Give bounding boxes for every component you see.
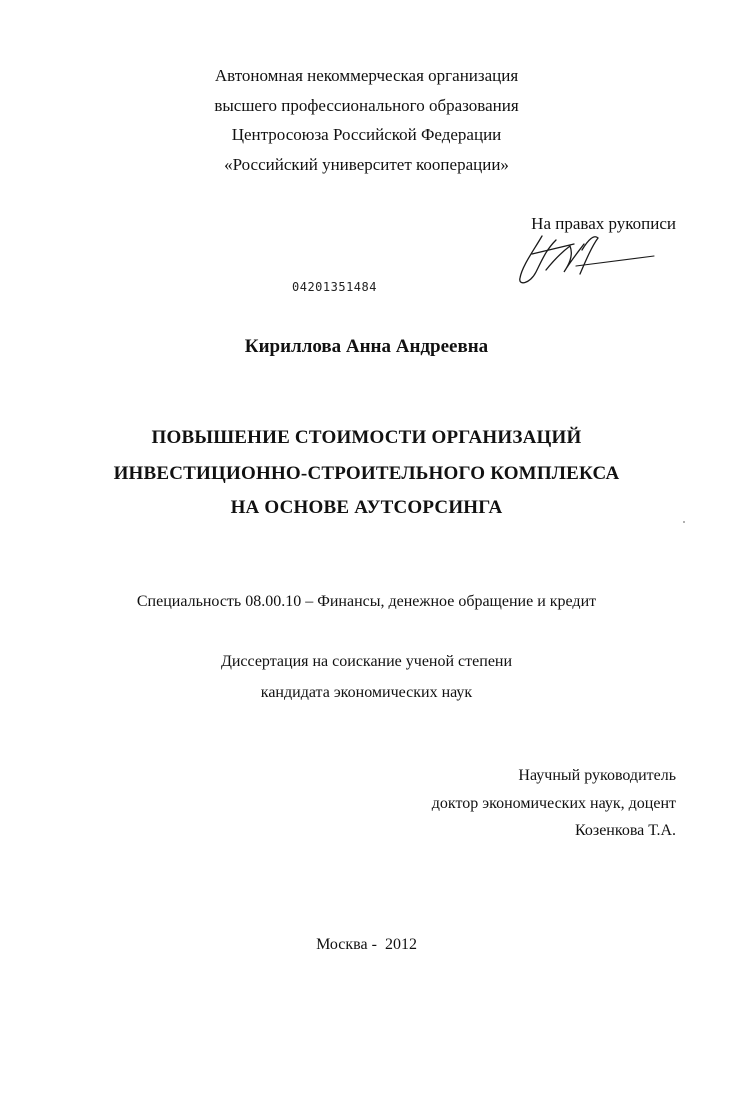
catalog-code: 04201351484	[292, 280, 377, 294]
author-name: Кириллова Анна Андреевна	[244, 336, 489, 357]
dissertation-line-1: Диссертация на соискание ученой степени	[220, 653, 513, 670]
title-line-3: НА ОСНОВЕ АУТСОРСИНГА	[230, 497, 503, 518]
title-line-2: ИНВЕСТИЦИОННО-СТРОИТЕЛЬНОГО КОМПЛЕКСА	[113, 463, 620, 484]
organization-line-3: Центросоюза Российской Федерации	[231, 125, 502, 144]
manuscript-note: На правах рукописи	[531, 214, 676, 233]
scan-speck	[683, 521, 685, 523]
organization-line-1: Автономная некоммерческая организация	[214, 66, 519, 85]
dissertation-line-2: кандидата экономических наук	[260, 684, 473, 701]
handwritten-signature	[512, 226, 662, 288]
place-and-year: Москва - 2012	[316, 936, 417, 953]
organization-line-2: высшего профессионального образования	[214, 96, 519, 115]
supervisor-role: Научный руководитель	[518, 767, 676, 784]
specialty: Специальность 08.00.10 – Финансы, денежное обращение и кредит	[136, 593, 597, 610]
organization-line-4: «Российский университет кооперации»	[224, 155, 509, 174]
supervisor-degree: доктор экономических наук, доцент	[431, 795, 676, 812]
title-line-1: ПОВЫШЕНИЕ СТОИМОСТИ ОРГАНИЗАЦИЙ	[151, 427, 582, 448]
supervisor-name: Козенкова Т.А.	[575, 822, 676, 839]
